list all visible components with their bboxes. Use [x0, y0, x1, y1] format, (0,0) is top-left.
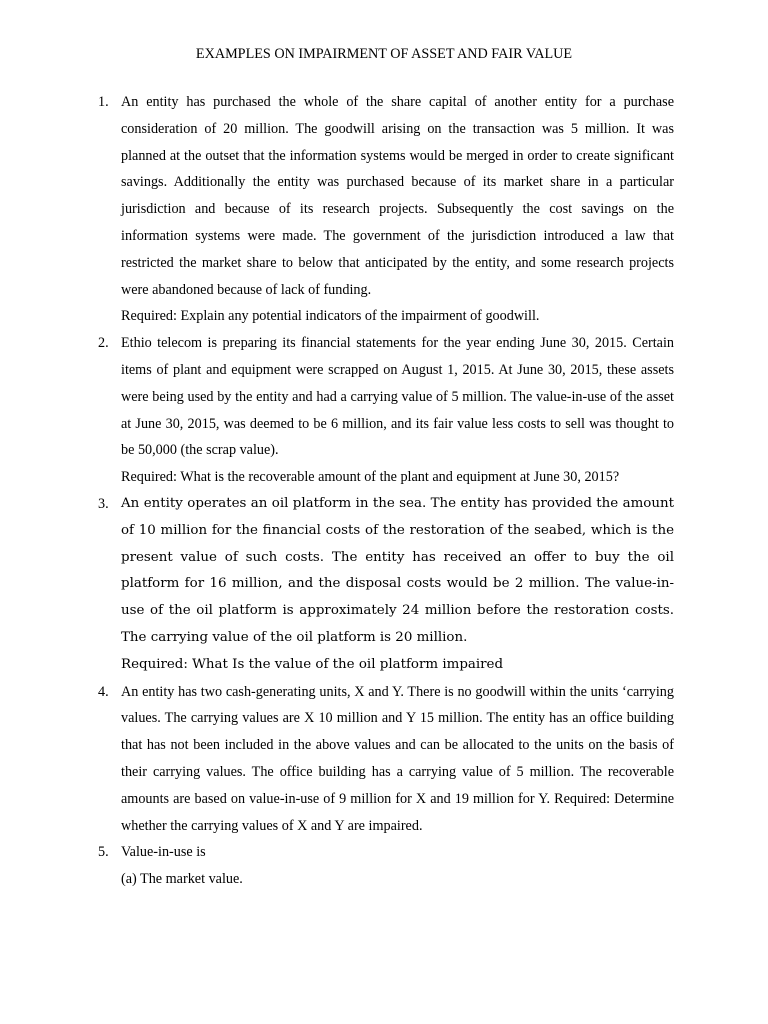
question-item	[0, 679, 768, 840]
question-item	[0, 491, 768, 679]
question-number: 1.	[98, 94, 109, 110]
question-body	[121, 839, 674, 893]
question-text: Value-in-use is	[121, 844, 206, 861]
question-body	[121, 491, 674, 679]
question-number: 2.	[98, 335, 109, 352]
question-item	[0, 330, 768, 491]
question-text: An entity has two cash-generating units, X and Y. There is no goodwill within the units ‘carrying values. The carrying values are X 10 million and Y 15 million. The entity has an office building that has not been included in the above values and can be allocated to the units on the basis of their carrying values. The office building has a carrying value of 5 million. The recoverable amounts are based on value-in-use of 9 million for X and 19 million for Y. Required: Determine whether the carrying values of X and Y are impaired.	[121, 683, 674, 834]
question-required: Required: Explain any potential indicators of the impairment of goodwill.	[121, 308, 540, 325]
question-number: 5.	[98, 844, 109, 861]
question-required: Required: What is the recoverable amount of the plant and equipment at June 30, 2015?	[121, 469, 620, 486]
question-text: An entity has purchased the whole of the share capital of another entity for a purchase consideration of 20 million. The goodwill arising on the transaction was 5 million. It was planned at the outset that the information systems would be merged in order to create significant savings. Additionally the entity was purchased because of its market share in a particular jurisdiction and because of its research projects. Subsequently the cost savings on the information systems were made. The government of the jurisdiction introduced a law that restricted the market share to below that anticipated by the entity, and some research projects were abandoned because of lack of funding.	[121, 94, 674, 298]
question-body	[121, 89, 674, 330]
question-required: Required: What Is the value of the oil platform impaired	[121, 656, 504, 672]
question-option: (a) The market value.	[121, 871, 243, 888]
question-body	[121, 679, 674, 840]
question-number: 4.	[98, 683, 109, 700]
question-item	[0, 89, 768, 330]
question-body	[121, 330, 674, 491]
document-title: EXAMPLES ON IMPAIRMENT OF ASSET AND FAIR VALUE	[195, 46, 573, 62]
question-list	[0, 89, 768, 893]
question-number: 3.	[98, 495, 109, 512]
question-text: An entity operates an oil platform in the sea. The entity has provided the amount of 10 million for the financial costs of the restoration of the seabed, which is the present value of such costs. The entity has received an offer to buy the oil platform for 16 million, and the disposal costs would be 2 million. The value-in-use of the oil platform is approximately 24 million before the restoration costs. The carrying value of the oil platform is 20 million.	[121, 495, 674, 645]
question-text: Ethio telecom is preparing its financial statements for the year ending June 30, 2015. Certain items of plant and equipment were scrapped on August 1, 2015. At June 30, 2015, these assets were being used by the entity and had a carrying value of 5 million. The value-in-use of the asset at June 30, 2015, was deemed to be 6 million, and its fair value less costs to sell was thought to be 50,000 (the scrap value).	[121, 335, 674, 459]
question-item	[0, 839, 768, 893]
